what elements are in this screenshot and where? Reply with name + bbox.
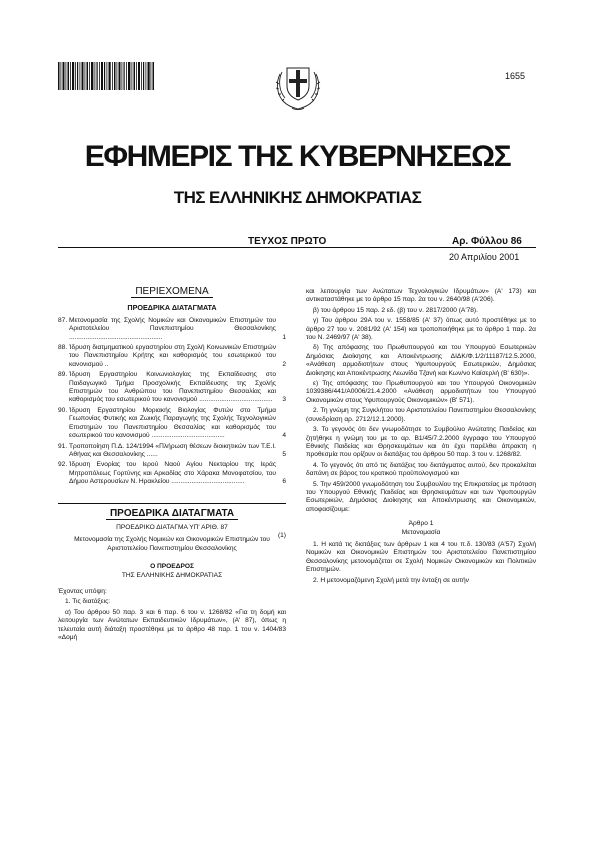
toc-item-page: 4 bbox=[282, 432, 286, 440]
issue-date: 20 Απριλίου 2001 bbox=[449, 252, 520, 262]
toc-item-page: 2 bbox=[282, 360, 286, 368]
toc-item-text: Ίδρυση Εργαστηρίου Κοινωνιολογίας της Εκπαίδευσης στο Παιδαγωγικό Τμήμα Προσχολικής Εκπαίδευσης της Σχολής Επιστημών του Ανθρώπου του Πανεπιστημίου Θεσσαλίας και καθορισμός του εσωτερικού του κανονισμού ........................................ bbox=[69, 371, 276, 404]
toc-item-text: Τροποποίηση Π.Δ. 124/1994 «Πλήρωση θέσεων διοικητικών των Τ.Ε.Ι. Αθήνας και Θεσσαλονίκης ...... bbox=[69, 442, 276, 458]
masthead-subtitle: ΤΗΣ ΕΛΛΗΝΙΚΗΣ ΔΗΜΟΚΡΑΤΙΑΣ bbox=[173, 188, 422, 207]
toc-item-text: Μετονομασία της Σχολής Νομικών και Οικονομικών Επιστημών του Αριστοτελείου Πανεπιστημίου Θεσσαλονίκης ................................................... bbox=[69, 316, 276, 341]
article-title: Μετονομασία bbox=[401, 528, 441, 536]
toc-item-number: 91. bbox=[58, 442, 68, 450]
president-heading: Ο ΠΡΟΕΔΡΟΣ bbox=[150, 563, 194, 571]
paragraph: δ) Της απόφασης του Πρωθυπουργού και του Υπουργού Εσωτερικών Δημόσιας Διοίκησης και Αποκέντρωσης ΔΙΔΚ/Φ.1/2/11187/12.5.2000, «Ανάθεση αρμοδιοτήτων στους Υφυπουργούς Εσωτερικών, Δημόσιας Διοίκησης και Αποκέντρωσης Λεωνίδα Τζανή και Κων/νο Καϊσερλή (Β' 630)». bbox=[306, 344, 536, 377]
toc-item-page: 5 bbox=[282, 450, 286, 458]
paragraph: 1. Η κατά τις διατάξεις των άρθρων 1 και 4 του π.δ. 130/83 (Α'57) Σχολή Νομικών και Οικονομικών Επιστημών του Αριστοτελείου Πανεπιστημίου Θεσσαλονίκης μετονομάζεται σε Σχολή Νομικών Οικονομικών και Πολιτικών Επιστημών. bbox=[306, 540, 536, 574]
toc-item-number: 87. bbox=[58, 316, 68, 324]
toc-item-page: 6 bbox=[282, 478, 286, 486]
toc-item bbox=[58, 407, 286, 441]
toc-item-text: Ίδρυση Ενορίας του Ιερού Ναού Αγίου Νεκταρίου της Ιεράς Μητροπόλεως Γορτύνης και Αρκαδίας στο Χάρακα Μονοφατσίου, του Δήμου Αστερουσίων Ν. Ηρακλείου ........................................ bbox=[69, 461, 276, 486]
toc-item bbox=[58, 317, 286, 342]
toc-item-number: 88. bbox=[58, 344, 68, 352]
paragraph: γ) Του άρθρου 29Α του ν. 1558/85 (Α' 37) όπως αυτό προστέθηκε με το άρθρο 27 του ν. 2081/92 (Α' 154) και τροποποιήθηκε με το άρθρο 1 παρ. 2α του Ν. 2469/97 (Α' 38). bbox=[306, 317, 536, 342]
barcode-icon bbox=[58, 62, 154, 90]
toc-item-text: Ίδρυση διατμηματικού εργαστηρίου στη Σχολή Κοινωνικών Επιστημών του Πανεπιστημίου Κρήτης και καθορισμός του εσωτερικού του κανονισμού .. bbox=[69, 344, 276, 368]
toc-item bbox=[58, 344, 286, 369]
toc-item-page: 3 bbox=[282, 396, 286, 404]
paragraph: β) του άρθρου 15 παρ. 2 εδ. (β) του ν. 2817/2000 (Α'78). bbox=[313, 306, 478, 314]
article-heading: Άρθρο 1 bbox=[408, 520, 434, 528]
toc-item-text: Ίδρυση Εργαστηρίου Μοριακής Βιολογίας Φυτών στο Τμήμα Γεωπονίας Φυτικής και Ζωικής Παραγωγής της Σχολής Τεχνολογικών Επιστημών του Πανεπιστημίου Θεσσαλίας και καθορισμός του εσωτερικού του κανονισμού ........................................ bbox=[69, 406, 276, 440]
contents-heading: ΠΕΡΙΕΧΟΜΕΝΑ bbox=[58, 288, 286, 298]
paragraph: α) Του άρθρου 50 παρ. 3 και 6 παρ. 6 του ν. 1268/82 «Για τη δομή και λειτουργία των Ανώτατων Εκπαιδευτικών Ιδρυμάτων», (Α' 87), όπως η τελευταία αυτή διάταξη προστέθηκε με το άρθρο 48 παρ. 1 του ν. 1404/83 «Δομή bbox=[58, 608, 286, 641]
decree-marker: (1) bbox=[277, 531, 286, 539]
left-column bbox=[58, 288, 286, 644]
sheet-number: Αρ. Φύλλου 86 bbox=[452, 236, 522, 247]
paragraph: 2. Η μετονομαζόμενη Σχολή μετά την ένταξη σε αυτήν bbox=[313, 576, 469, 584]
right-column bbox=[306, 288, 536, 587]
paragraph: 4. Το γεγονός ότι από τις διατάξεις του διατάγματος αυτού, δεν προκαλείται δαπάνη σε βάρος του κρατικού προϋπολογισμού και bbox=[306, 461, 536, 478]
masthead-title: ΕΦΗΜΕΡΙΣ ΤΗΣ ΚΥΒΕΡΝΗΣΕΩΣ bbox=[84, 140, 511, 173]
decree-number: ΠΡΟΕΔΡΙΚΟ ΔΙΑΤΑΓΜΑ ΥΠ' ΑΡΙΘ. 87 (1) bbox=[116, 523, 286, 539]
greek-coat-of-arms-icon bbox=[272, 60, 324, 112]
decrees-heading: ΠΡΟΕΔΡΙΚΑ ΔΙΑΤΑΓΜΑΤΑ bbox=[58, 510, 286, 520]
paragraph: και λειτουργία των Ανώτατων Τεχνολογικών Ιδρυμάτων» (Α' 173) και αντικαταστάθηκε με το άρθρο 15 παρ. 2α του ν. 2640/98 (Α'206). bbox=[306, 288, 536, 304]
paragraph: ε) Της απόφασης του Πρωθυπουργού και του Υπουργού Οικονομικών 1039386/441/Α0006/21.4.2000 «Ανάθεση αρμοδιοτήτων του Υπουργού Οικονομικών στους Υφυπουργούς Οικονομικών» (Β' 571). bbox=[306, 380, 536, 404]
decree-title: Μετονομασία της Σχολής Νομικών και Οικονομικών Επιστημών του Αριστοτελείου Πανεπιστημίου Θεσσαλονίκης bbox=[74, 536, 270, 552]
issue-label: ΤΕΥΧΟΣ ΠΡΩΤΟ bbox=[248, 236, 327, 247]
toc-item bbox=[58, 443, 286, 460]
toc-item-number: 92. bbox=[58, 461, 68, 469]
section-divider bbox=[58, 503, 286, 504]
paragraph: 3. Το γεγονός ότι δεν γνωμοδότησε το Συμβούλιο Ανώτατης Παιδείας και ζητήθηκε η γνώμη του με το αρ. Β1/45/7.2.2000 έγγραφο του Υπουργού Εθνικής Παιδείας και Θρησκευμάτων και ότι έχει παρέλθει άπρακτη η προθεσμία που ορίζουν οι διατάξεις του άρθρου 50 παρ. 3 του ν. 1268/82. bbox=[306, 426, 536, 459]
toc-item bbox=[58, 461, 286, 486]
paragraph: 2. Τη γνώμη της Συγκλήτου του Αριστοτελείου Πανεπιστημίου Θεσσαλονίκης (συνεδρίαση αρ. 2712/12.1.2000). bbox=[306, 407, 536, 423]
republic-heading: ΤΗΣ ΕΛΛΗΝΙΚΗΣ ΔΗΜΟΚΡΑΤΙΑΣ bbox=[121, 571, 223, 579]
toc-item-number: 90. bbox=[58, 406, 68, 414]
toc-item-number: 89. bbox=[58, 371, 68, 379]
contents-subheading: ΠΡΟΕΔΡΙΚΑ ΔΙΑΤΑΓΜΑΤΑ bbox=[127, 303, 217, 313]
toc-item bbox=[58, 371, 286, 405]
header-divider bbox=[58, 247, 536, 248]
toc-item-page: 1 bbox=[282, 333, 286, 341]
paragraph: 1. Τις διατάξεις: bbox=[65, 598, 111, 606]
page-number: 1655 bbox=[505, 71, 526, 81]
considering-line: Έχοντας υπόψη: bbox=[58, 587, 107, 595]
paragraph: 5. Την 459/2000 γνωμοδότηση του Συμβουλίου της Επικρατείας με πρόταση του Υπουργού Εθνικής Παιδείας και Θρησκευμάτων και των Υφυπουργών Εσωτερικών, Δημόσιας Διοίκησης και Αποκέντρωσης και Οικονομικών, αποφασίζουμε: bbox=[306, 480, 536, 513]
